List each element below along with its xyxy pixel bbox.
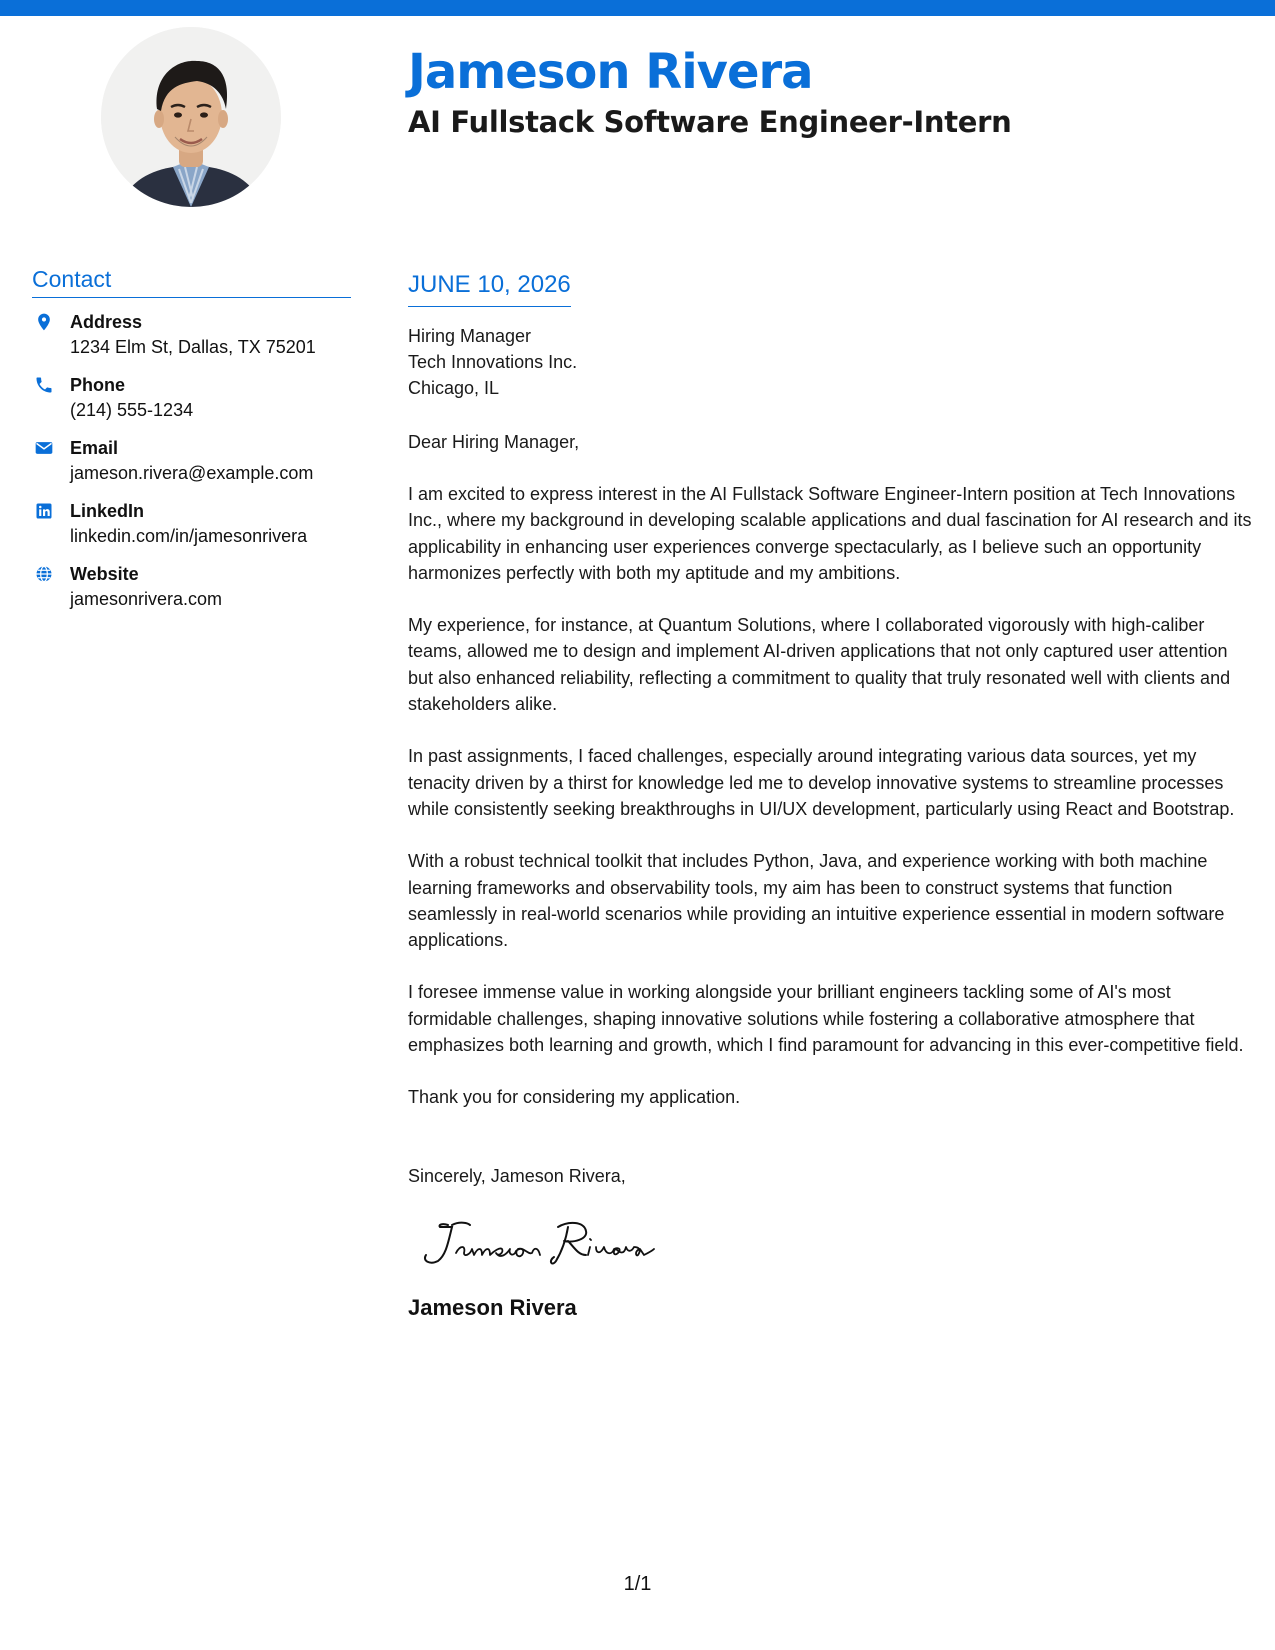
email-icon <box>34 438 54 458</box>
letter-paragraph: I am excited to express interest in the AI Fullstack Software Engineer-Intern position at Tech Innovations Inc., where my background in developing scalable applications and dual fascination for AI research and its applicability in enhancing user experiences converge spectacularly, as I believe such an opportunity harmonizes perfectly with both my aptitude and my ambitions. <box>408 484 1252 583</box>
applicant-name: Jameson Rivera <box>408 44 813 100</box>
job-title: AI Fullstack Software Engineer-Intern <box>408 105 1012 139</box>
recipient-line: Tech Innovations Inc. <box>408 352 578 372</box>
letter-paragraph: Thank you for considering my application. <box>408 1087 741 1108</box>
salutation: Dear Hiring Manager, <box>408 432 580 452</box>
contact-phone <box>32 373 351 436</box>
contact-label: Email <box>70 438 119 458</box>
website-value[interactable]: jamesonrivera.com <box>70 589 223 609</box>
avatar <box>101 27 281 207</box>
linkedin-icon <box>34 501 54 521</box>
recipient-line: Chicago, IL <box>408 378 500 398</box>
portrait-photo <box>101 27 281 207</box>
handwritten-signature <box>408 1203 1253 1279</box>
contact-label: LinkedIn <box>70 501 145 521</box>
top-accent-bar <box>0 0 1275 16</box>
linkedin-value[interactable]: linkedin.com/in/jamesonrivera <box>70 526 308 546</box>
contact-email <box>32 436 351 499</box>
address-value: 1234 Elm St, Dallas, TX 75201 <box>70 337 316 357</box>
phone-icon <box>34 375 54 395</box>
letter-paragraph: I foresee immense value in working alongside your brilliant engineers tackling some of AI's most formidable challenges, shaping innovative solutions while fostering a collaborative atmosphere that emphasizes both learning and growth, which I find paramount for advancing in this ever-competitive field. <box>408 982 1244 1056</box>
phone-value: (214) 555-1234 <box>70 400 194 420</box>
map-pin-icon <box>34 312 54 332</box>
recipient-line: Hiring Manager <box>408 326 532 346</box>
letter-paragraph: With a robust technical toolkit that includes Python, Java, and experience working with both machine learning frameworks and observability tools, my aim has been to construct systems that function seamlessly in real-world scenarios while providing an intuitive experience essential in modern software applications. <box>408 851 1225 951</box>
contact-label: Phone <box>70 375 126 395</box>
globe-icon <box>34 564 54 584</box>
contact-heading: Contact <box>32 264 351 298</box>
letter-paragraph: In past assignments, I faced challenges, especially around integrating various data sources, yet my tenacity driven by a thirst for knowledge led me to develop innovative systems to streamline processes while consistently seeking breakthroughs in UI/UX development, particularly using React and Bootstrap. <box>408 746 1235 819</box>
email-value: jameson.rivera@example.com <box>70 463 314 483</box>
letter-date: JUNE 10, 2026 <box>408 268 571 307</box>
contact-website <box>32 562 351 625</box>
page-number: 1/1 <box>623 1573 652 1595</box>
contact-address <box>32 310 351 373</box>
recipient-block <box>408 323 1253 401</box>
contact-label: Address <box>70 312 143 332</box>
letter-body <box>408 268 1253 1323</box>
contact-sidebar <box>32 264 351 625</box>
closing-line: Sincerely, Jameson Rivera, <box>408 1165 626 1186</box>
letter-paragraph: My experience, for instance, at Quantum Solutions, where I collaborated vigorously with high-caliber teams, allowed me to design and implement AI-driven applications that not only captured user attention but also enhanced reliability, reflecting a commitment to quality that truly resonated well with clients and stakeholders alike. <box>408 615 1231 715</box>
contact-linkedin <box>32 499 351 562</box>
contact-label: Website <box>70 564 139 584</box>
signer-name: Jameson Rivera <box>408 1294 577 1320</box>
